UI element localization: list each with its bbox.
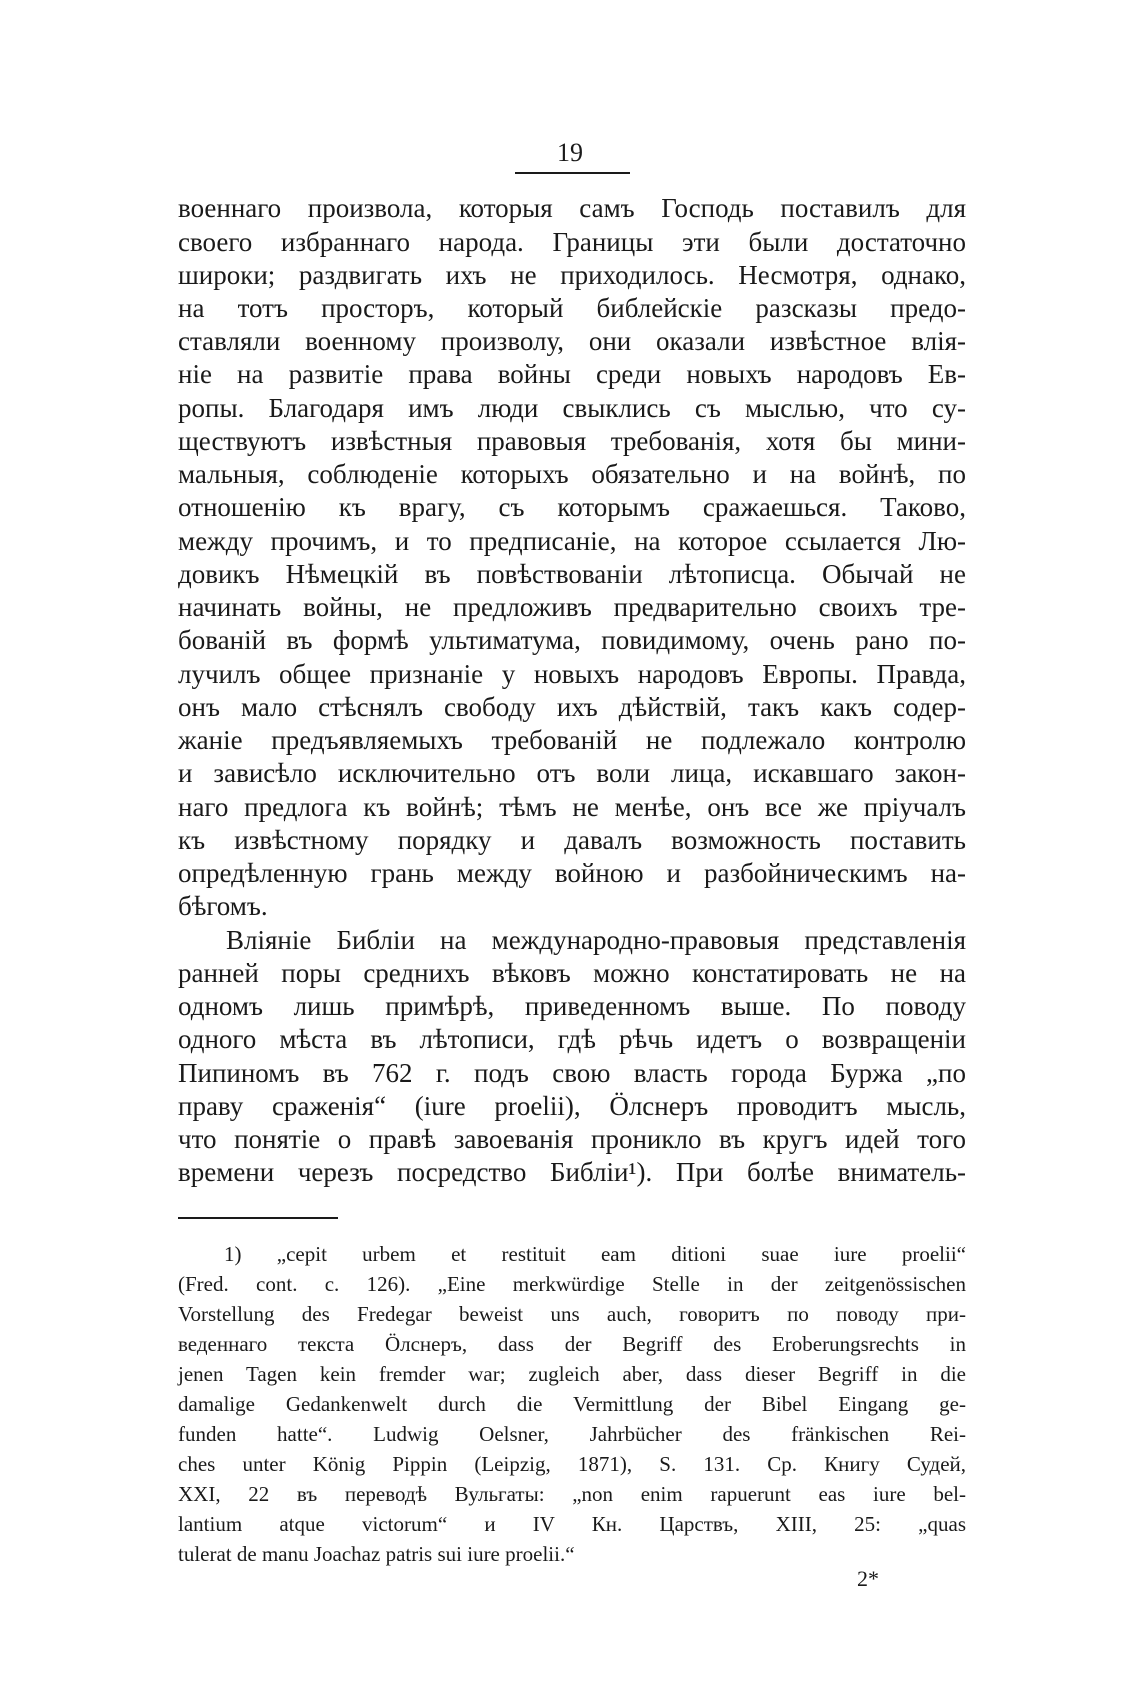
body-line: и зависѣло исключительно отъ воли лица, искавшаго закон- bbox=[178, 758, 966, 788]
footnote-line: jenen Tagen kein fremder war; zugleich aber, dass dieser Begriff in die bbox=[178, 1362, 966, 1386]
body-line: лучилъ общее признаніе у новыхъ народовъ Европы. Правда, bbox=[178, 659, 966, 689]
footnote-line: tulerat de manu Joachaz patris sui iure proelii.“ bbox=[178, 1542, 575, 1566]
body-line: что понятіе о правѣ завоеванія проникло въ кругъ идей того bbox=[178, 1124, 966, 1154]
body-line: довикъ Нѣмецкій въ повѣствованіи лѣтописца. Обычай не bbox=[178, 559, 966, 589]
footnote-line: 1) „cepit urbem et restituit eam ditioni suae iure proelii“ bbox=[224, 1242, 966, 1266]
body-line: къ извѣстному порядку и давалъ возможность поставить bbox=[178, 825, 966, 855]
paragraph-first-line: Вліяніе Библіи на международно-правовыя представленія bbox=[226, 925, 966, 955]
body-line: наго предлога къ войнѣ; тѣмъ не менѣе, онъ все же пріучалъ bbox=[178, 792, 966, 822]
footnote-line: ches unter König Pippin (Leipzig, 1871), S. 131. Ср. Книгу Судей, bbox=[178, 1452, 966, 1476]
body-line: военнаго произвола, которыя самъ Господь поставилъ для bbox=[178, 193, 966, 223]
body-line: онъ мало стѣснялъ свободу ихъ дѣйствій, такъ какъ содер- bbox=[178, 692, 966, 722]
footnote-line: веденнаго текста Öлснеръ, dass der Begriff des Eroberungsrechts in bbox=[178, 1332, 966, 1356]
footnote-line: XXI, 22 въ переводѣ Вульгаты: „non enim rapuerunt eas iure bel- bbox=[178, 1482, 966, 1506]
body-line: одного мѣста въ лѣтописи, гдѣ рѣчь идетъ о возвращеніи bbox=[178, 1024, 966, 1054]
body-line: опредѣленную грань между войною и разбойническимъ на- bbox=[178, 858, 966, 888]
footnote-line: (Fred. cont. c. 126). „Eine merkwürdige Stelle in der zeitgenössischen bbox=[178, 1272, 966, 1296]
body-line: бованій въ формѣ ультиматума, повидимому, очень рано по- bbox=[178, 625, 966, 655]
body-line: ропы. Благодаря имъ люди свыклись съ мыслью, что су- bbox=[178, 393, 966, 423]
body-line: ставляли военному произволу, они оказали извѣстное влія- bbox=[178, 326, 966, 356]
body-line: мальныя, соблюденіе которыхъ обязательно и на войнѣ, по bbox=[178, 459, 966, 489]
body-line: одномъ лишь примѣрѣ, приведенномъ выше. По поводу bbox=[178, 991, 966, 1021]
body-line: между прочимъ, и то предписаніе, на которое ссылается Лю- bbox=[178, 526, 966, 556]
body-line: на тотъ просторъ, который библейскіе разсказы предо- bbox=[178, 293, 966, 323]
page-number-rule bbox=[515, 172, 630, 174]
footnote-line: Vorstellung des Fredegar beweist uns auch, говоритъ по поводу при- bbox=[178, 1302, 966, 1326]
body-line: праву сраженія“ (iure proelii), Öлснеръ проводитъ мысль, bbox=[178, 1091, 966, 1121]
body-line: отношенію къ врагу, съ которымъ сражаешься. Таково, bbox=[178, 492, 966, 522]
footnote-rule bbox=[178, 1217, 338, 1219]
page-number: 19 bbox=[557, 138, 583, 167]
body-line: ществуютъ извѣстныя правовыя требованія, хотя бы мини- bbox=[178, 426, 966, 456]
body-line: начинать войны, не предложивъ предварительно своихъ тре- bbox=[178, 592, 966, 622]
footnote-line: damalige Gedankenwelt durch die Vermittlung der Bibel Eingang ge- bbox=[178, 1392, 966, 1416]
body-line: широки; раздвигать ихъ не приходилось. Несмотря, однако, bbox=[178, 260, 966, 290]
body-line: времени черезъ посредство Библіи¹). При болѣе вниматель- bbox=[178, 1157, 966, 1187]
body-line: своего избраннаго народа. Границы эти были достаточно bbox=[178, 227, 966, 257]
body-line: ніе на развитіе права войны среди новыхъ народовъ Ев- bbox=[178, 359, 966, 389]
footnote-line: funden hatte“. Ludwig Oelsner, Jahrbücher des fränkischen Rei- bbox=[178, 1422, 966, 1446]
body-line: Пипиномъ въ 762 г. подъ свою власть города Буржа „по bbox=[178, 1058, 966, 1088]
body-line: ранней поры среднихъ вѣковъ можно констатировать не на bbox=[178, 958, 966, 988]
footnote-line: lantium atque victorum“ и IV Кн. Царствъ, XIII, 25: „quas bbox=[178, 1512, 966, 1536]
body-line: бѣгомъ. bbox=[178, 891, 268, 921]
signature-mark: 2* bbox=[857, 1566, 879, 1591]
body-line: жаніе предъявляемыхъ требованій не подлежало контролю bbox=[178, 725, 966, 755]
